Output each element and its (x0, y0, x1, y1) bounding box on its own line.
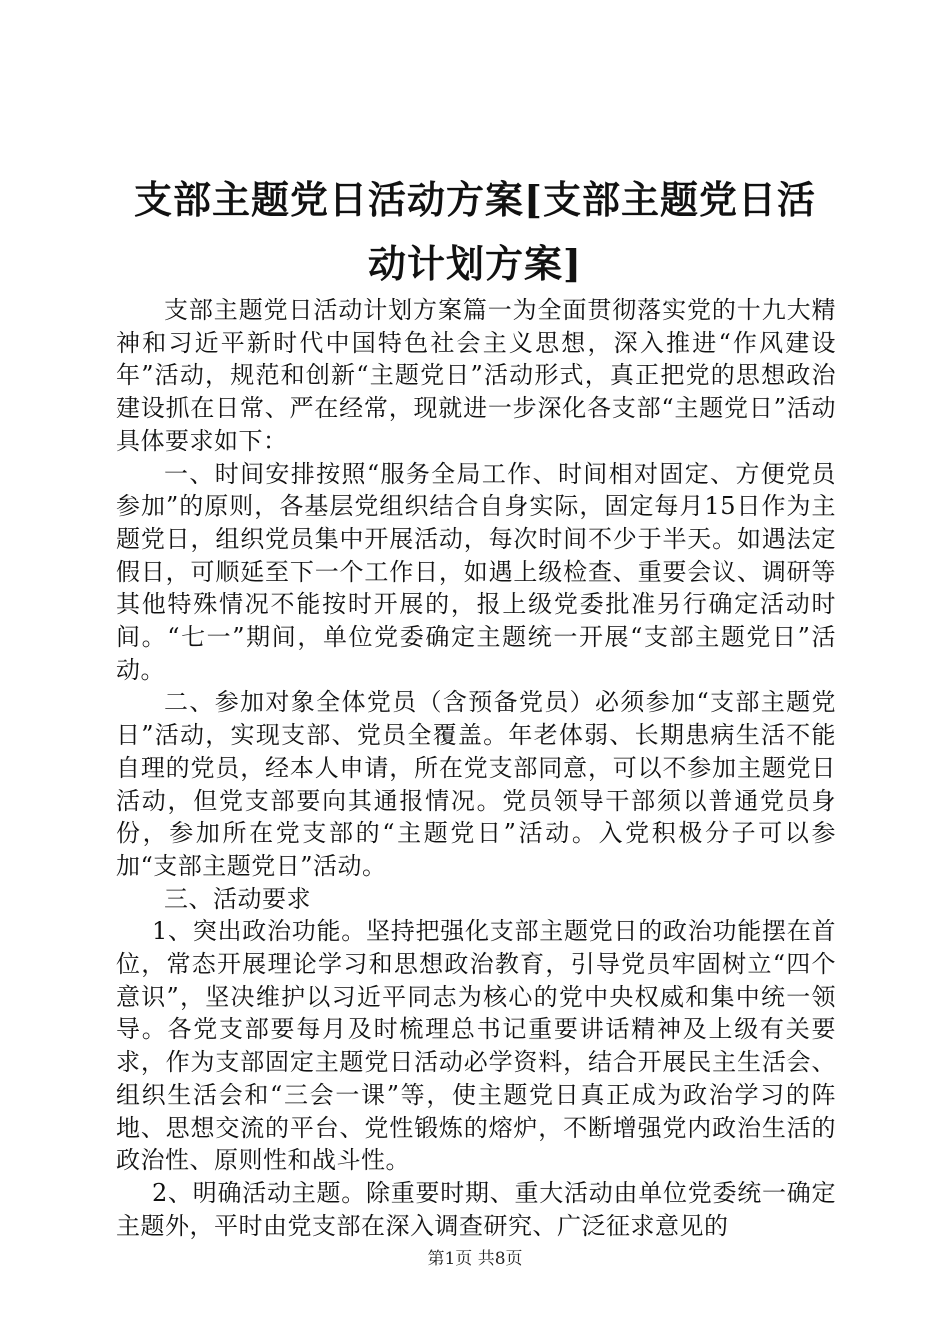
paragraph-section-2: 二、参加对象全体党员（含预备党员）必须参加“支部主题党日”活动，实现支部、党员全覆盖。年老体弱、长期患病生活不能自理的党员，经本人申请，所在党支部同意，可以不参加主题党日活动，但党支部要向其通报情况。党员领导干部须以普通党员身份，参加所在党支部的“主题党日”活动。入党积极分子可以参加“支部主题党日”活动。 (116, 688, 836, 880)
document-title: 支部主题党日活动方案[支部主题党日活动计划方案] (134, 177, 816, 286)
paragraph-item-1: 1、突出政治功能。坚持把强化支部主题党日的政治功能摆在首位，常态开展理论学习和思想政治教育，引导党员牢固树立“四个意识”，坚决维护以习近平同志为核心的党中央权威和集中统一领导。各党支部要每月及时梳理总书记重要讲话精神及上级有关要求，作为支部固定主题党日活动必学资料，结合开展民主生活会、组织生活会和“三会一课”等，使主题党日真正成为政治学习的阵地、思想交流的平台、党性锻炼的熔炉，不断增强党内政治生活的政治性、原则性和战斗性。 (116, 917, 836, 1175)
paragraph-item-2: 2、明确活动主题。除重要时期、重大活动由单位党委统一确定主题外，平时由党支部在深入调查研究、广泛征求意见的 (116, 1178, 836, 1240)
document-body (116, 294, 836, 1242)
paragraph-section-1: 一、时间安排按照“服务全局工作、时间相对固定、方便党员参加”的原则，各基层党组织结合自身实际，固定每月15日作为主题党日，组织党员集中开展活动，每次时间不少于半天。如遇法定假日，可顺延至下一个工作日，如遇上级检查、重要会议、调研等其他特殊情况不能按时开展的，报上级党委批准另行确定活动时间。“七一”期间，单位党委确定主题统一开展“支部主题党日”活动。 (116, 459, 836, 684)
paragraph-intro: 支部主题党日活动计划方案篇一为全面贯彻落实党的十九大精神和习近平新时代中国特色社会主义思想，深入推进“作风建设年”活动，规范和创新“主题党日”活动形式，真正把党的思想政治建设抓在日常、严在经常，现就进一步深化各支部“主题党日”活动具体要求如下： (116, 296, 836, 455)
paragraph-section-3-heading: 三、活动要求 (164, 884, 311, 913)
page-footer: 第1页 共8页 (427, 1249, 523, 1269)
